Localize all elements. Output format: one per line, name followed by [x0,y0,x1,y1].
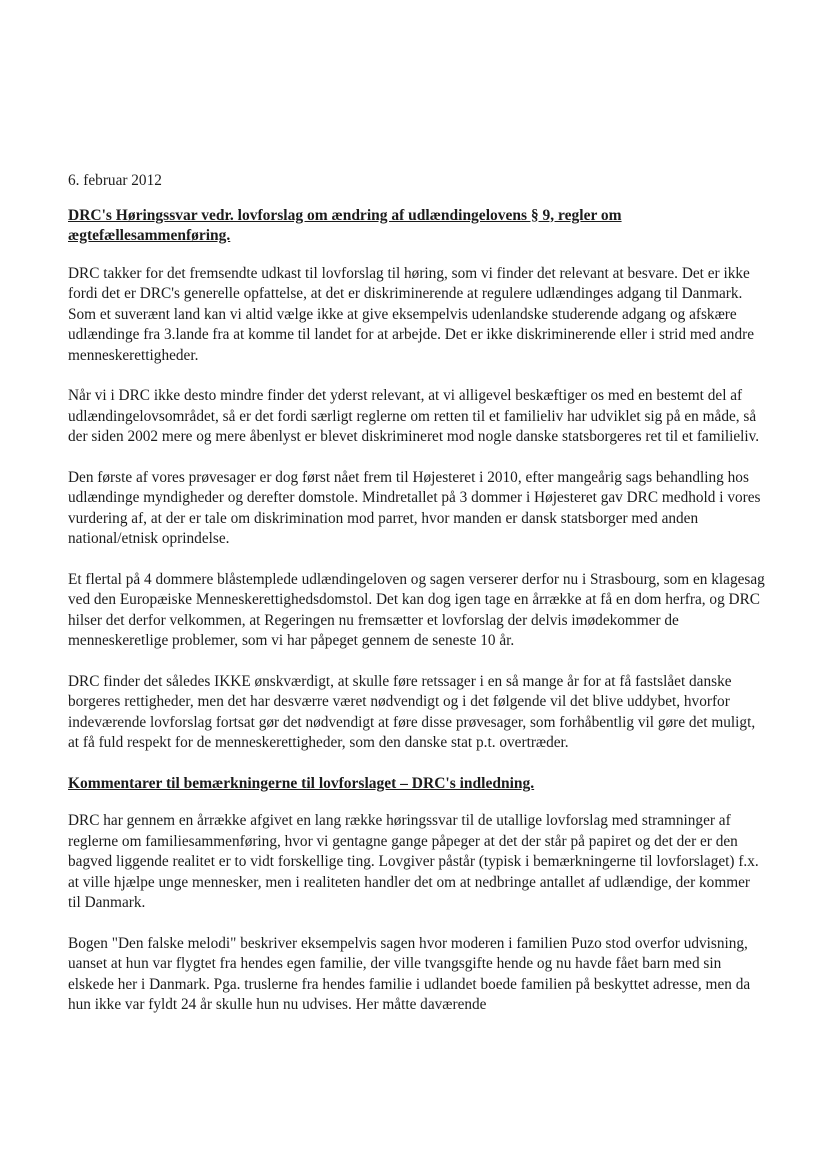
paragraph: DRC finder det således IKKE ønskværdigt, at skulle føre retssager i en så mange år for at få fastslået danske borgeres rettigheder, men det har desværre været nødvendigt og i det følgende vil det blive uddybet, hvorfor indeværende lovforslag fortsat gør det nødvendigt at føre disse prøvesager, som forhåbentlig vil gøre det muligt, at få fuld respekt for de menneskerettigheder, som den danske stat p.t. overtræder. [68,672,756,751]
paragraph: Når vi i DRC ikke desto mindre finder det yderst relevant, at vi alligevel beskæftiger os med en bestemt del af udlændingelovsområdet, så er det fordi særligt reglerne om retten til et familieliv har udviklet sig på en måde, så der siden 2002 mere og mere åbenlyst er blevet diskrimineret mod nogle danske statsborgeres ret til et familieliv. [68,387,760,445]
section-heading-horingssvar: DRC's Høringssvar vedr. lovforslag om ændring af udlændingelovens § 9, regler om ægtefællesammenføring. [68,206,622,244]
section-heading-kommentarer: Kommentarer til bemærkningerne til lovforslaget – DRC's indledning. [68,774,535,792]
paragraph: DRC har gennem en årrække afgivet en lang række høringssvar til de utallige lovforslag med stramninger af reglerne om familiesammenføring, hvor vi gentagne gange påpeger at det der står på papiret og det der er den bagved liggende realitet er to vidt forskellige ting. Lovgiver påstår (typisk i bemærkningerne til lovforslaget) f.x. at ville hjælpe unge mennesker, men i realiteten handler det om at nedbringe antallet af udlændige, der kommer til Danmark. [68,812,759,911]
paragraph: Bogen "Den falske melodi" beskriver eksempelvis sagen hvor moderen i familien Puzo stod overfor udvisning, uanset at hun var flygtet fra hendes egen familie, der ville tvangsgifte hende og nu havde fået barn med sin elskede her i Danmark. Pga. truslerne fra hendes familie i udlandet boede familien på beskyttet adresse, men da hun ikke var fyldt 24 år skulle hun nu udvises. Her måtte daværende [68,934,751,1013]
document-date: 6. februar 2012 [68,172,162,189]
paragraph: Et flertal på 4 dommere blåstemplede udlændingeloven og sagen verserer derfor nu i Strasbourg, som en klagesag ved den Europæiske Menneskerettighedsdomstol. Det kan dog igen tage en årrække at få en dom herfra, og DRC hilser det derfor velkommen, at Regeringen nu fremsætter et lovforslag der delvis imødekommer de menneskeretlige problemer, som vi har påpeget gennem de seneste 10 år. [68,570,765,649]
paragraph: Den første af vores prøvesager er dog først nået frem til Højesteret i 2010, efter mangeårig sags behandling hos udlændinge myndigheder og derefter domstole. Mindretallet på 3 dommer i Højesteret gav DRC medhold i vores vurdering af, at der er tale om diskrimination mod parret, hvor manden er dansk statsborger med anden national/etnisk oprindelse. [68,468,761,547]
document-body [68,171,766,1036]
paragraph: DRC takker for det fremsendte udkast til lovforslag til høring, som vi finder det relevant at besvare. Det er ikke fordi det er DRC's generelle opfattelse, at det er diskriminerende at regulere udlændinges adgang til Danmark. Som et suverænt land kan vi altid vælge ikke at give eksempelvis udenlandske studerende adgang og afskære udlændinge fra 3.lande fra at komme til landet for at arbejde. Det er ikke diskriminerende eller i strid med andre menneskerettigheder. [68,264,754,364]
